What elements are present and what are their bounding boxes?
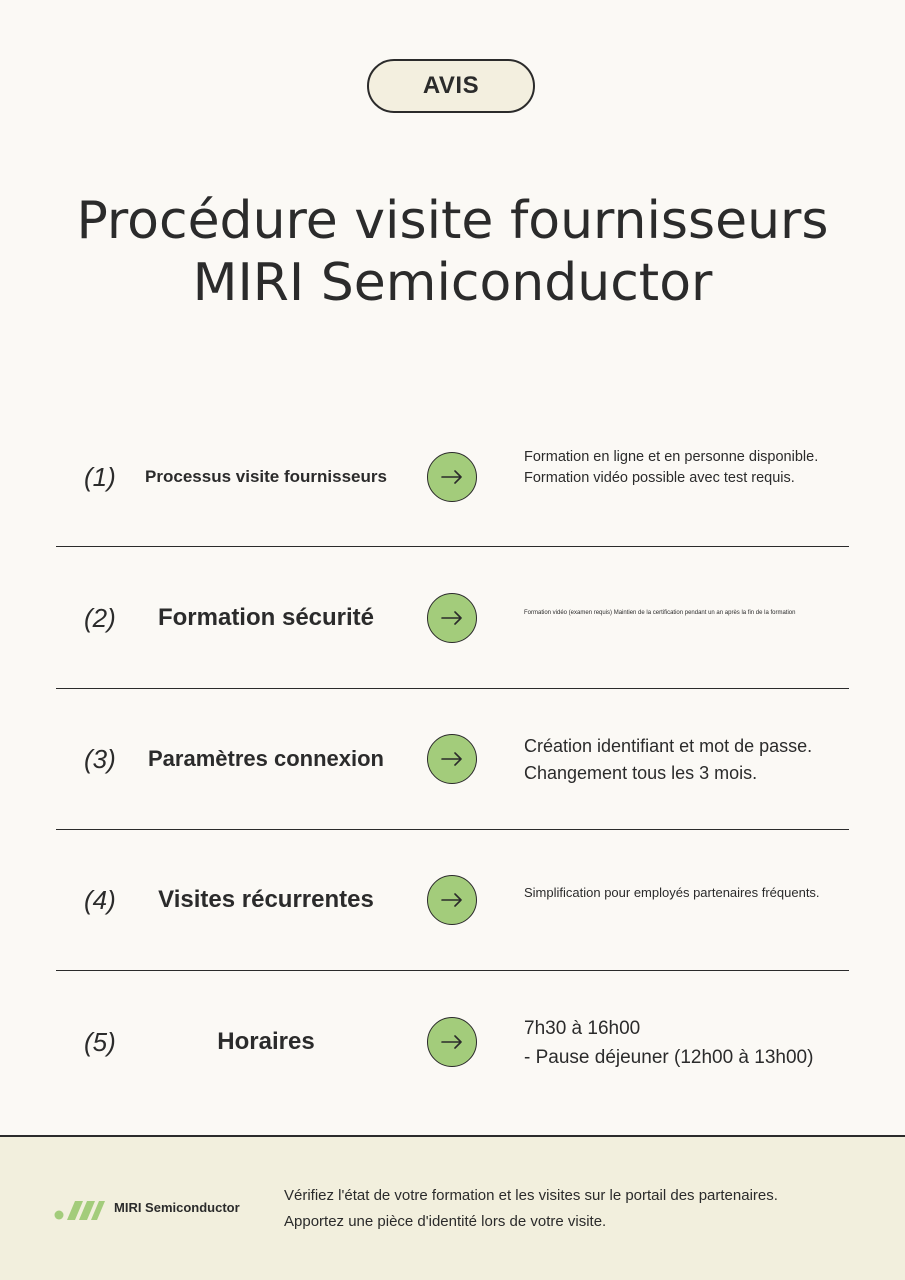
step-row-5 bbox=[0, 992, 905, 1092]
arrow-right-icon[interactable] bbox=[427, 593, 477, 643]
step-row-2 bbox=[0, 568, 905, 668]
step-description: Création identifiant et mot de passe. Changement tous les 3 mois. bbox=[524, 736, 813, 783]
step-number: (5) bbox=[84, 1026, 116, 1057]
step-label: Formation sécurité bbox=[157, 604, 375, 631]
arrow-right-icon[interactable] bbox=[427, 734, 477, 784]
arrow-right-icon[interactable] bbox=[427, 452, 477, 502]
page-title bbox=[0, 190, 905, 314]
notice-badge-label: AVIS bbox=[422, 72, 480, 99]
step-description: Simplification pour employés partenaires fréquents. bbox=[524, 885, 820, 900]
step-row-1 bbox=[0, 427, 905, 527]
miri-logo-icon bbox=[54, 1198, 106, 1222]
step-label: Paramètres connexion bbox=[148, 746, 384, 771]
step-description: Formation vidéo (examen requis) Maintien de la certification pendant un an après la fin de la formation bbox=[524, 610, 796, 616]
row-divider bbox=[56, 829, 849, 830]
row-divider bbox=[56, 546, 849, 547]
arrow-right-icon[interactable] bbox=[427, 1017, 477, 1067]
step-description: Formation en ligne et en personne disponible. Formation vidéo possible avec test requis. bbox=[524, 449, 819, 486]
footer-note: Vérifiez l'état de votre formation et les visites sur le portail des partenaires. Apportez une pièce d'identité lors de votre visite. bbox=[284, 1187, 778, 1230]
step-label: Horaires bbox=[217, 1028, 315, 1055]
row-divider bbox=[56, 970, 849, 971]
step-number: (4) bbox=[84, 884, 116, 915]
step-number: (3) bbox=[84, 743, 116, 774]
step-row-3 bbox=[0, 709, 905, 809]
step-row-4 bbox=[0, 850, 905, 950]
page-title-line-1: Procédure visite fournisseurs bbox=[76, 191, 829, 251]
step-label: Visites récurrentes bbox=[158, 886, 374, 913]
page-title-line-2: MIRI Semiconductor bbox=[192, 253, 713, 313]
footer-brand: MIRI Semiconductor bbox=[114, 1200, 240, 1215]
step-description: 7h30 à 16h00 - Pause déjeuner (12h00 à 13h00) bbox=[524, 1018, 814, 1068]
row-divider bbox=[56, 688, 849, 689]
step-number: (2) bbox=[84, 602, 116, 633]
notice-badge bbox=[367, 59, 535, 113]
footer bbox=[0, 1135, 905, 1280]
step-number: (1) bbox=[84, 461, 116, 492]
step-label: Processus visite fournisseurs bbox=[145, 467, 387, 486]
arrow-right-icon[interactable] bbox=[427, 875, 477, 925]
